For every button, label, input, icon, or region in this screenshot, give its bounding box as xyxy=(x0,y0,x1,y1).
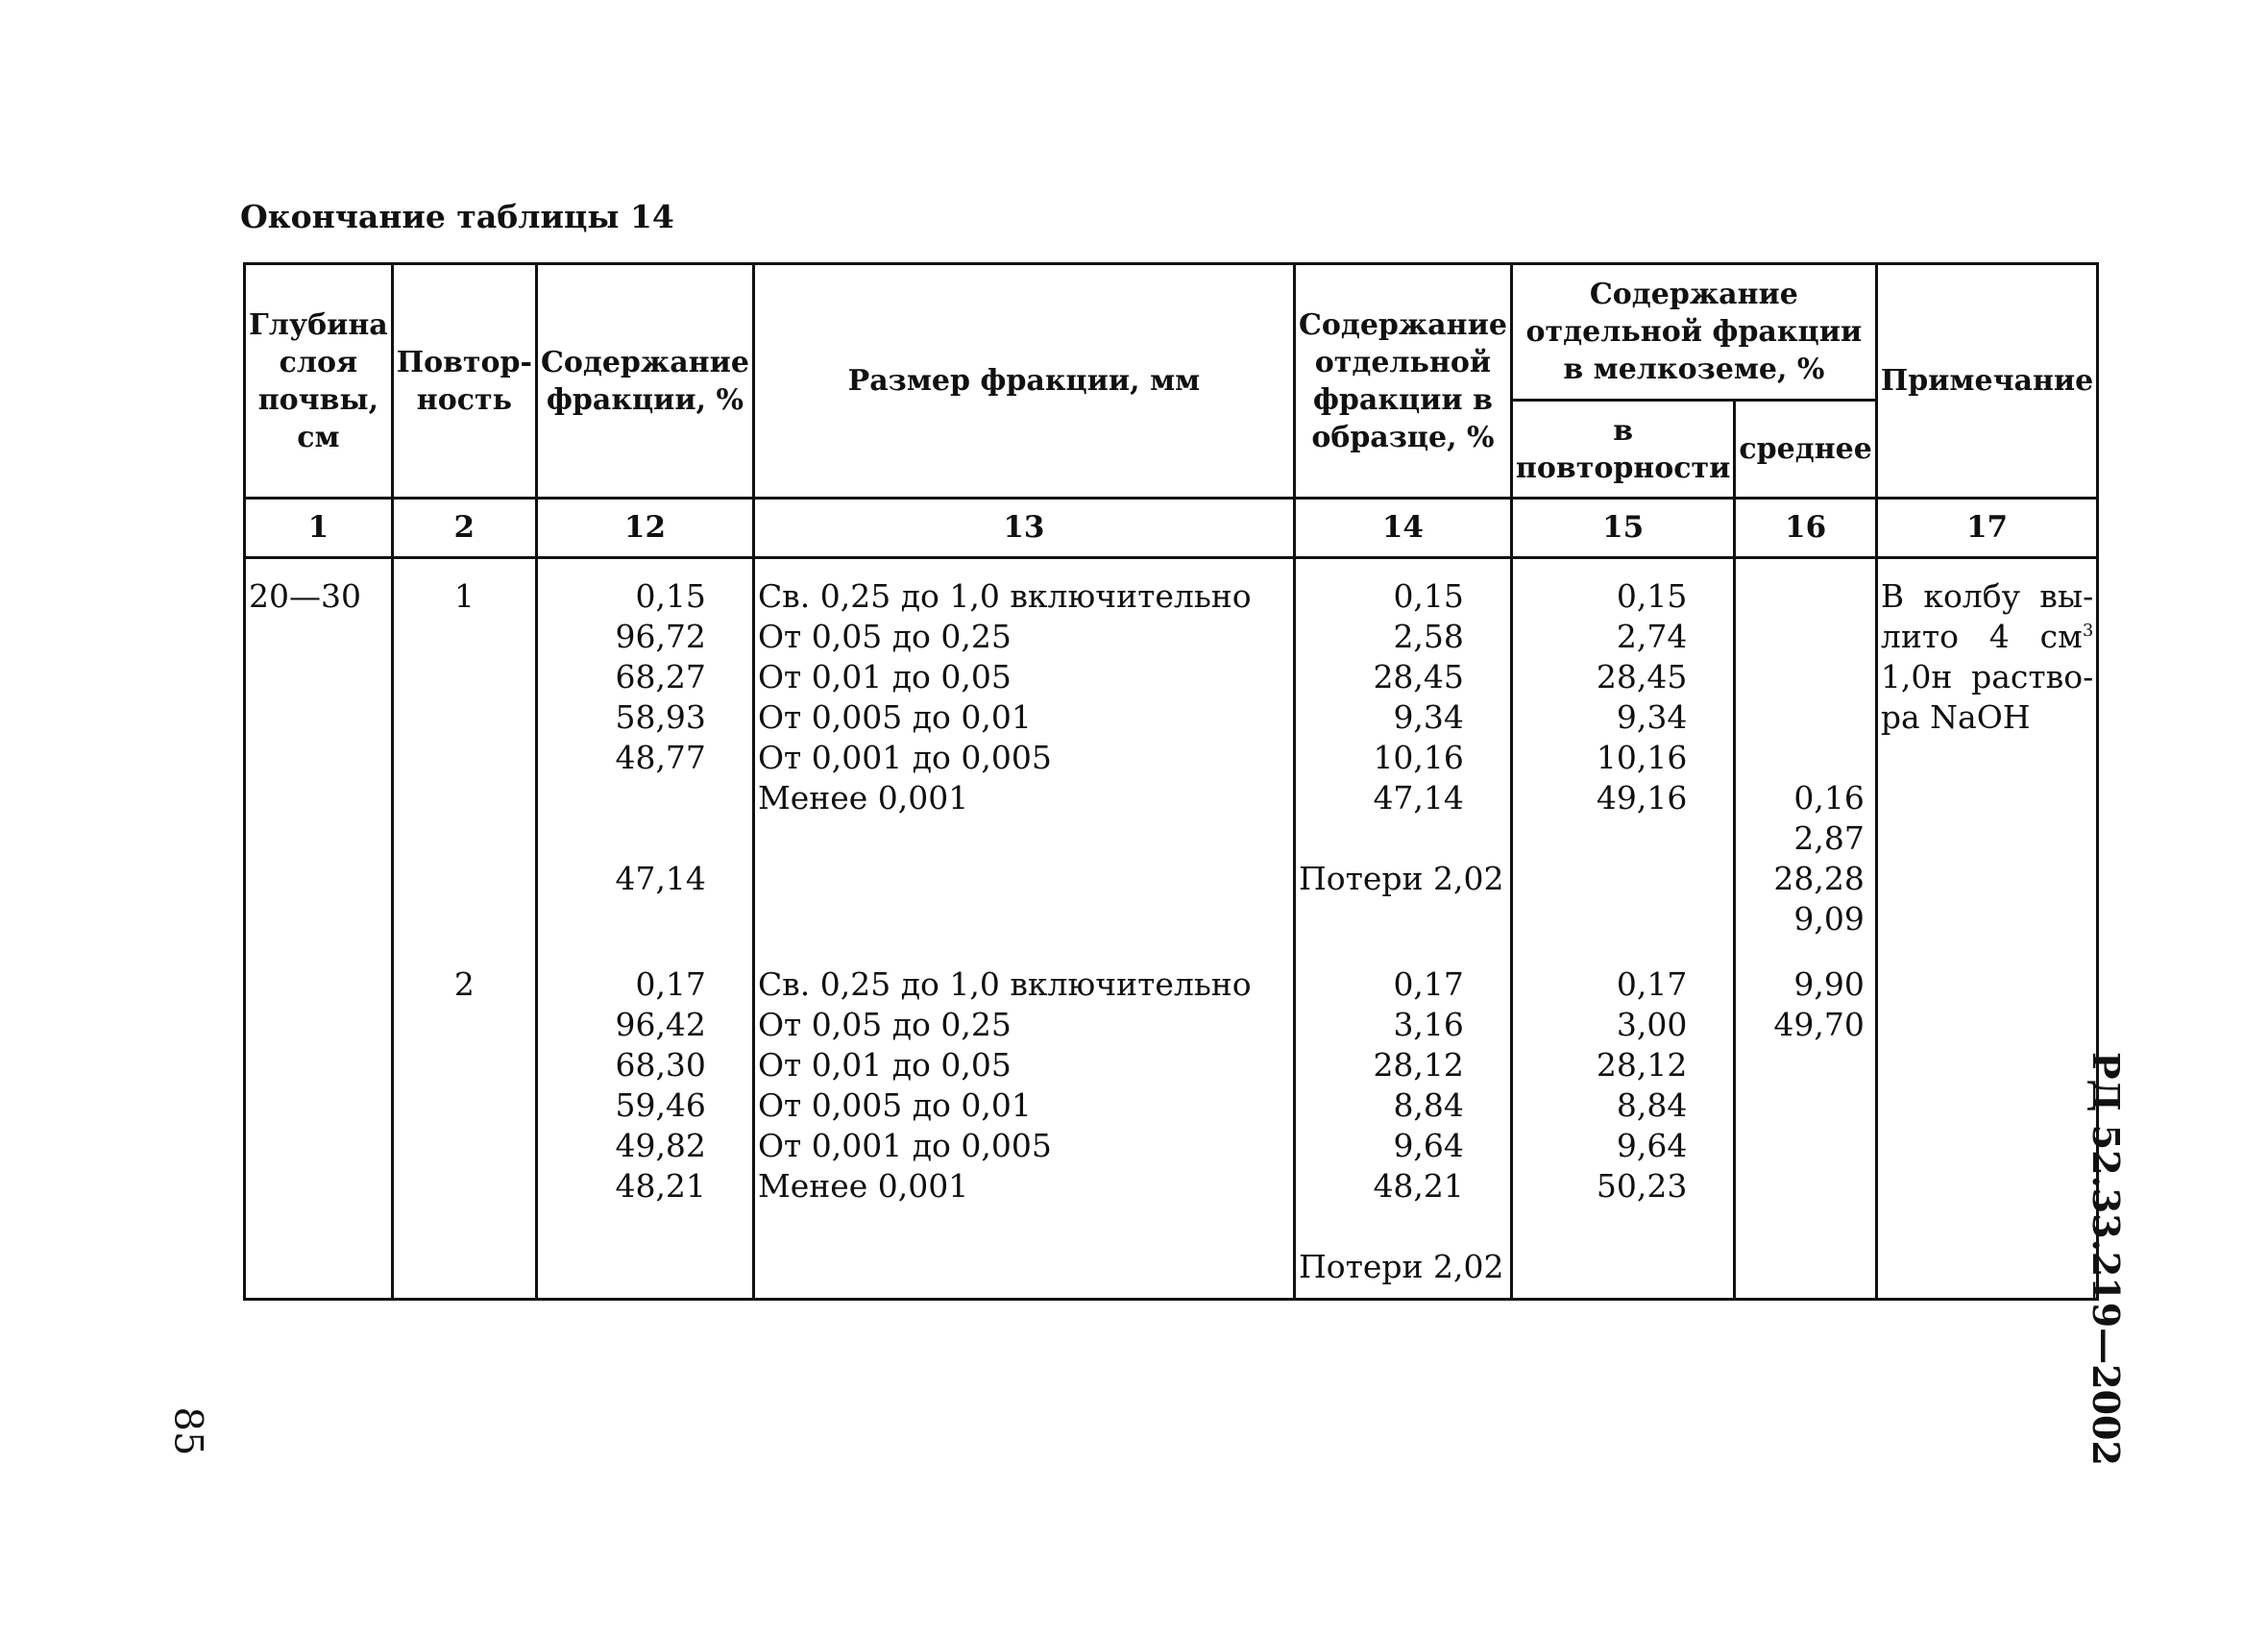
fine-value: 10,16 xyxy=(1596,739,1688,776)
repeat-1: 1 xyxy=(453,577,475,615)
fine-value: 0,15 xyxy=(1616,577,1688,615)
size-value: От 0,05 до 0,25 xyxy=(757,618,1012,655)
header-size: Размер фракции, мм xyxy=(753,264,1294,499)
header-fine-avg: среднее xyxy=(1735,401,1876,499)
content-value: 96,72 xyxy=(615,618,706,655)
sample-value: 28,45 xyxy=(1373,658,1464,695)
sample-value: 0,17 xyxy=(1393,965,1464,1003)
column-number: 14 xyxy=(1294,499,1511,558)
size-value: От 0,01 до 0,05 xyxy=(757,1046,1012,1084)
sample-value: 10,16 xyxy=(1373,739,1464,776)
page-number: 85 xyxy=(165,1406,209,1456)
column-number: 17 xyxy=(1876,499,2097,558)
size-value: От 0,01 до 0,05 xyxy=(757,658,1012,695)
size-value: Менее 0,001 xyxy=(757,1167,969,1205)
content-value: 96,42 xyxy=(615,1006,706,1043)
header-depth: Глубина слоя почвы, см xyxy=(245,264,393,499)
loss-value: Потери 2,02 xyxy=(1298,1248,1504,1285)
size-value: Св. 0,25 до 1,0 включительно xyxy=(757,577,1252,615)
note-superscript: 3 xyxy=(2082,621,2094,641)
cell-repeat xyxy=(392,558,536,1300)
average-value: 0,16 xyxy=(1793,779,1865,817)
content-value: 49,82 xyxy=(615,1127,706,1164)
fine-value: 28,45 xyxy=(1596,658,1688,695)
note-line: В колбу вы- xyxy=(1880,577,2094,615)
fine-value: 0,17 xyxy=(1616,965,1688,1003)
sample-value: 9,34 xyxy=(1393,698,1464,736)
header-sample: Содержание отдельной фракции в образце, % xyxy=(1294,264,1511,499)
column-number: 16 xyxy=(1735,499,1876,558)
column-number: 1 xyxy=(245,499,393,558)
cell-note xyxy=(1876,558,2097,1300)
column-number: 15 xyxy=(1511,499,1734,558)
content-value: 59,46 xyxy=(615,1086,706,1124)
content-value: 48,77 xyxy=(615,739,706,776)
cell-average xyxy=(1735,558,1876,1300)
note-line: ра NaOH xyxy=(1880,698,2031,736)
average-value: 9,09 xyxy=(1793,900,1865,938)
cell-fine-rep xyxy=(1511,558,1734,1300)
content-value: 0,15 xyxy=(635,577,706,615)
fine-value: 3,00 xyxy=(1616,1006,1688,1043)
header-repeat: Повтор- ность xyxy=(392,264,536,499)
sample-value: 28,12 xyxy=(1373,1046,1464,1084)
sample-value: 47,14 xyxy=(1373,779,1464,817)
size-value: Менее 0,001 xyxy=(757,779,969,817)
note-line: лито 4 $см^3$ xyxy=(1880,618,2094,655)
content-value: 68,27 xyxy=(615,658,706,695)
column-number: 2 xyxy=(392,499,536,558)
sample-value: 48,21 xyxy=(1373,1167,1464,1205)
fine-value: 9,64 xyxy=(1616,1127,1688,1164)
size-value: От 0,001 до 0,005 xyxy=(757,1127,1052,1164)
fine-value: 49,16 xyxy=(1596,779,1688,817)
content-value: 68,30 xyxy=(615,1046,706,1084)
content-value: 47,14 xyxy=(615,860,706,897)
average-value: 28,28 xyxy=(1773,860,1865,897)
fine-value: 2,74 xyxy=(1616,618,1688,655)
sample-value: 9,64 xyxy=(1393,1127,1464,1164)
sample-value: 8,84 xyxy=(1393,1086,1464,1124)
depth-value: 20—30 xyxy=(249,577,361,615)
sample-value: 2,58 xyxy=(1393,618,1464,655)
cell-depth xyxy=(245,558,393,1300)
average-value: 9,90 xyxy=(1793,965,1865,1003)
average-value: 2,87 xyxy=(1793,819,1865,857)
fine-value: 28,12 xyxy=(1596,1046,1688,1084)
header-note: Примечание xyxy=(1876,264,2097,499)
fraction-table xyxy=(243,262,2099,1301)
table-title: Окончание таблицы 14 xyxy=(240,198,674,235)
fine-value: 8,84 xyxy=(1616,1086,1688,1124)
header-content: Содержание фракции, % xyxy=(536,264,753,499)
header-fine-rep: в повторности xyxy=(1511,401,1734,499)
sample-value: 3,16 xyxy=(1393,1006,1464,1043)
content-value: 58,93 xyxy=(615,698,706,736)
repeat-2: 2 xyxy=(453,965,475,1003)
column-number: 13 xyxy=(753,499,1294,558)
loss-value: Потери 2,02 xyxy=(1298,860,1504,897)
size-value: От 0,005 до 0,01 xyxy=(757,1086,1032,1124)
cell-sample xyxy=(1294,558,1511,1300)
note-line: 1,0н раство- xyxy=(1880,658,2094,695)
size-value: Св. 0,25 до 1,0 включительно xyxy=(757,965,1252,1003)
sample-value: 0,15 xyxy=(1393,577,1464,615)
fine-value: 9,34 xyxy=(1616,698,1688,736)
average-value: 49,70 xyxy=(1773,1006,1865,1043)
cell-size xyxy=(753,558,1294,1300)
size-value: От 0,001 до 0,005 xyxy=(757,739,1052,776)
content-value: 0,17 xyxy=(635,965,706,1003)
column-number: 12 xyxy=(536,499,753,558)
size-value: От 0,05 до 0,25 xyxy=(757,1006,1012,1043)
document-code: РД 52.33.219—2002 xyxy=(2084,1051,2128,1466)
header-fine-group: Содержание отдельной фракции в мелкоземе, % xyxy=(1511,264,1876,401)
content-value: 48,21 xyxy=(615,1167,706,1205)
fine-value: 50,23 xyxy=(1596,1167,1688,1205)
size-value: От 0,005 до 0,01 xyxy=(757,698,1032,736)
cell-content xyxy=(536,558,753,1300)
